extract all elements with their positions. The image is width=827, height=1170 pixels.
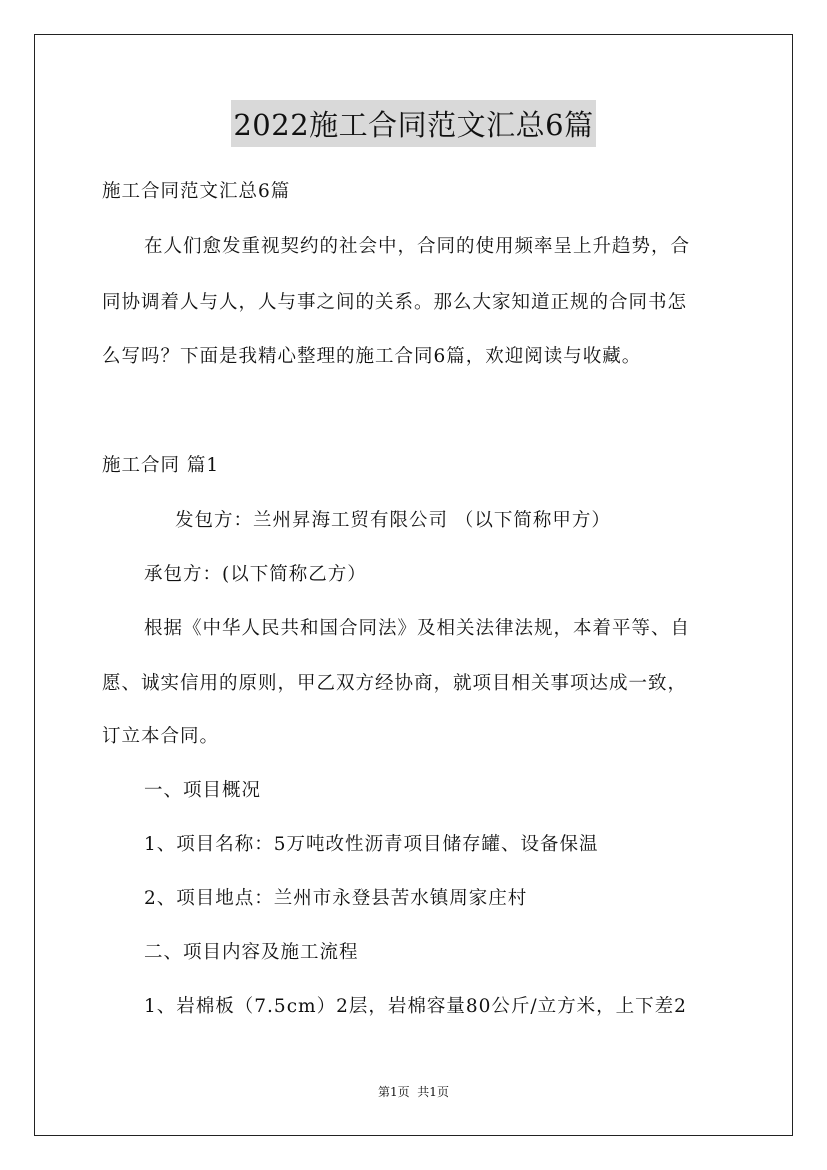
subtitle-line: 施工合同范文汇总6篇 (102, 181, 291, 202)
paragraph-line: 根据《中华人民共和国合同法》及相关法律法规，本着平等、自 (144, 618, 691, 639)
contract-party-line: 承包方：(以下简称乙方） (144, 564, 367, 585)
paragraph-line: 愿、诚实信用的原则，甲乙双方经协商，就项目相关事项达成一致， (102, 673, 688, 694)
paragraph-line: 么写吗？下面是我精心整理的施工合同6篇，欢迎阅读与收藏。 (102, 346, 642, 367)
paragraph-line: 同协调着人与人，人与事之间的关系。那么大家知道正规的合同书怎 (102, 292, 688, 313)
document-title: 2022施工合同范文汇总6篇 (231, 100, 595, 147)
clause-heading: 二、项目内容及施工流程 (144, 942, 359, 963)
clause-heading: 一、项目概况 (144, 780, 262, 801)
clause-item: 1、项目名称：5万吨改性沥青项目储存罐、设备保温 (144, 834, 599, 855)
contract-party-line: 发包方：兰州昇海工贸有限公司 （以下简称甲方） (175, 510, 611, 531)
section-heading: 施工合同 篇1 (102, 455, 220, 476)
title-container (0, 100, 827, 147)
page-footer: 第1页 共1页 (378, 1085, 449, 1099)
clause-item: 1、岩棉板（7.5cm）2层，岩棉容量80公斤/立方米，上下差2 (144, 996, 687, 1017)
paragraph-line: 订立本合同。 (102, 726, 220, 747)
clause-item: 2、项目地点：兰州市永登县苦水镇周家庄村 (144, 888, 528, 909)
paragraph-line: 在人们愈发重视契约的社会中，合同的使用频率呈上升趋势，合 (144, 236, 691, 257)
